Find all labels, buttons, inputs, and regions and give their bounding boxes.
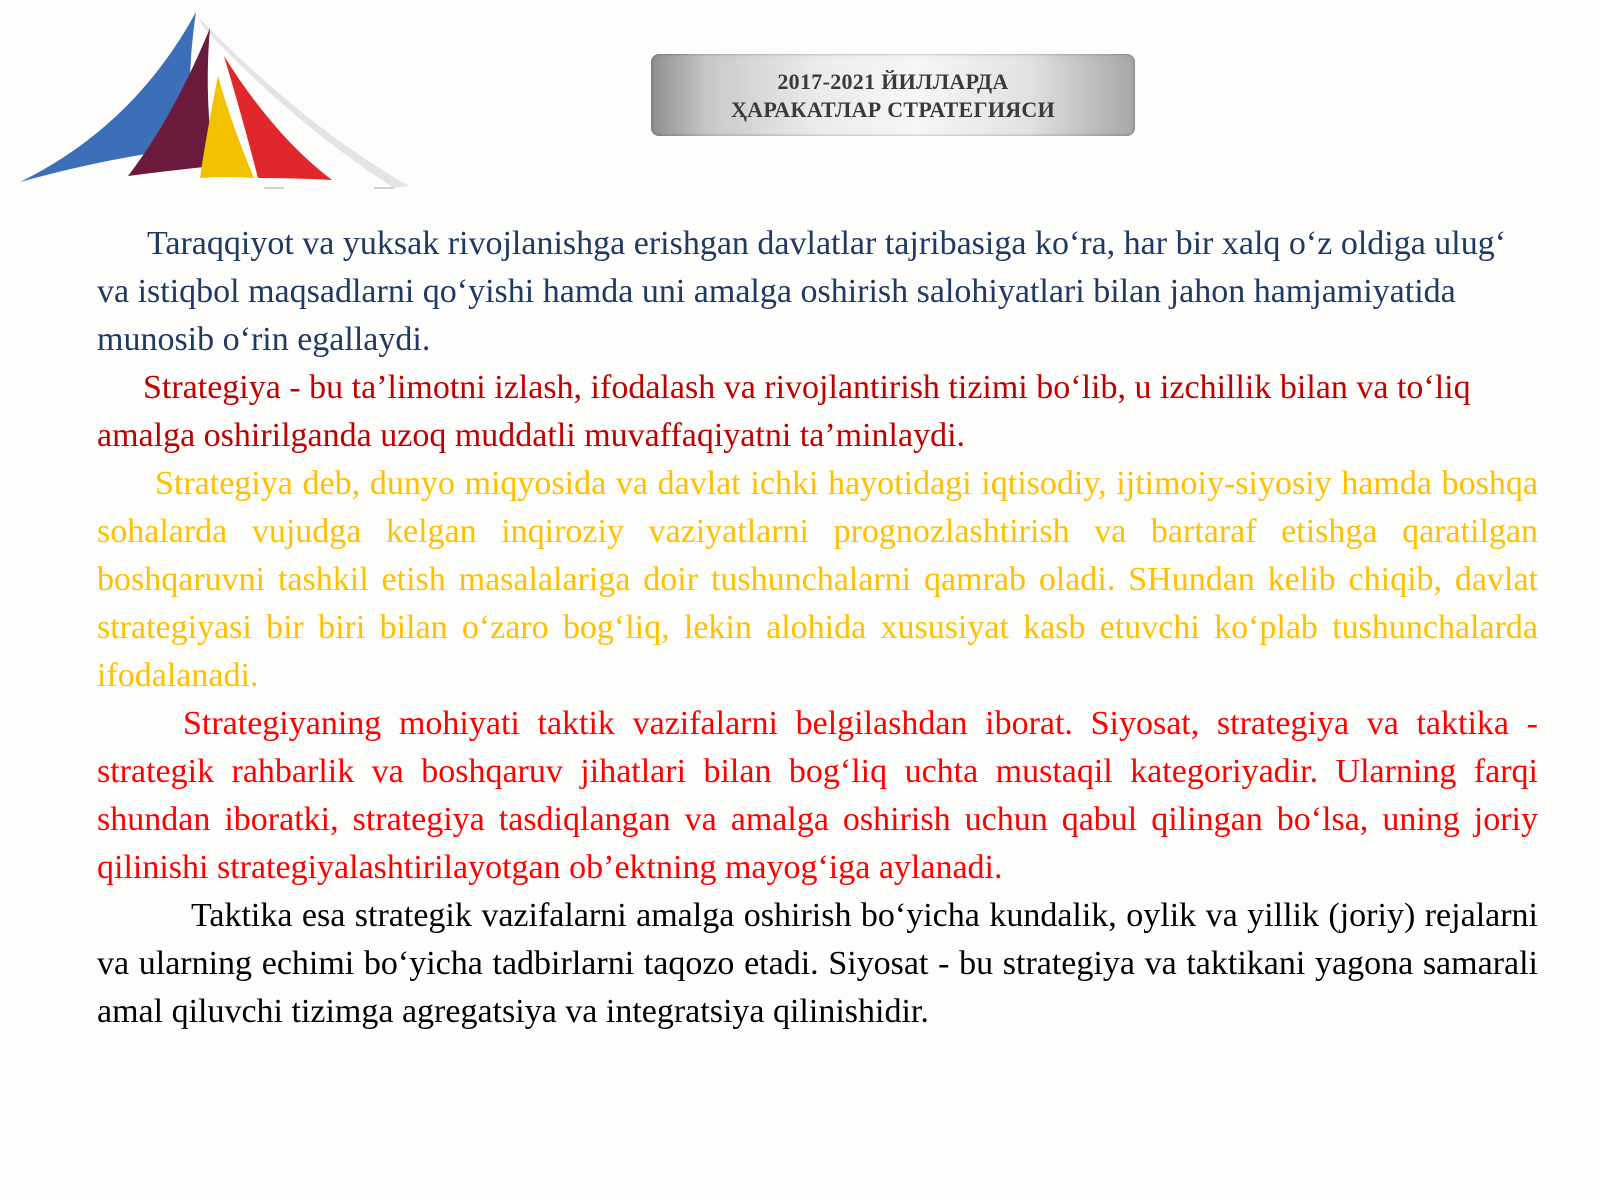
paragraph-strategy-essence: Strategiyaning mohiyati taktik vazifalarni belgilashdan iborat. Siyosat, strategiya va taktika - strategik rahbarlik va boshqaruv jihatlari bilan bog‘liq uchta mustaqil kategoriyadir. Ularning farqi shundan iboratki, strategiya tasdiqlangan va amalga oshirish uchun qabul qilingan bo‘lsa, uning joriy qilinishi strategiyalashtirilayotgan ob’ektning mayog‘iga aylanadi. xyxy=(97,705,1538,886)
body-text xyxy=(97,220,1538,1036)
strategy-title-banner xyxy=(651,54,1135,136)
paragraph-tactics: Taktika esa strategik vazifalarni amalga oshirish bo‘yicha kundalik, oylik va yillik (joriy) rejalarni va ularning echimi bo‘yicha tadbirlarni taqozo etadi. Siyosat - bu strategiya va taktikani yagona samarali amal qiluvchi tizimga agregatsiya va integratsiya qilinishidir. xyxy=(97,897,1538,1030)
banner-line-1: 2017-2021 ЙИЛЛАРДА xyxy=(777,69,1009,94)
paragraph-strategy-definition: Strategiya - bu ta’limotni izlash, ifodalash va rivojlantirish tizimi bo‘lib, u izchillik bilan va to‘liq amalga oshirilganda uzoq muddatli muvaffaqiyatni ta’minlaydi. xyxy=(97,369,1471,454)
paragraph-development: Taraqqiyot va yuksak rivojlanishga erishgan davlatlar tajribasiga ko‘ra, har bir xalq o‘z oldiga ulug‘ va istiqbol maqsadlarni qo‘yishi hamda uni amalga oshirish salohiyatlari bilan jahon hamjamiyatida munosib o‘rin egallaydi. xyxy=(97,225,1507,358)
tent-peaks-logo-icon xyxy=(14,6,414,196)
paragraph-strategy-scope: Strategiya deb, dunyo miqyosida va davlat ichki hayotidagi iqtisodiy, ijtimoiy-siyosiy hamda boshqa sohalarda vujudga kelgan inqiroziy vaziyatlarni prognozlashtirish va bartaraf etishga qaratilgan boshqaruvni tashkil etish masalalariga doir tushunchalarni qamrab oladi. SHundan kelib chiqib, davlat strategiyasi bir biri bilan o‘zaro bog‘liq, lekin alohida xususiyat kasb etuvchi ko‘plab tushunchalarda ifodalanadi. xyxy=(97,465,1538,694)
banner-line-2: ҲАРАКАТЛАР СТРАТЕГИЯСИ xyxy=(730,97,1056,122)
